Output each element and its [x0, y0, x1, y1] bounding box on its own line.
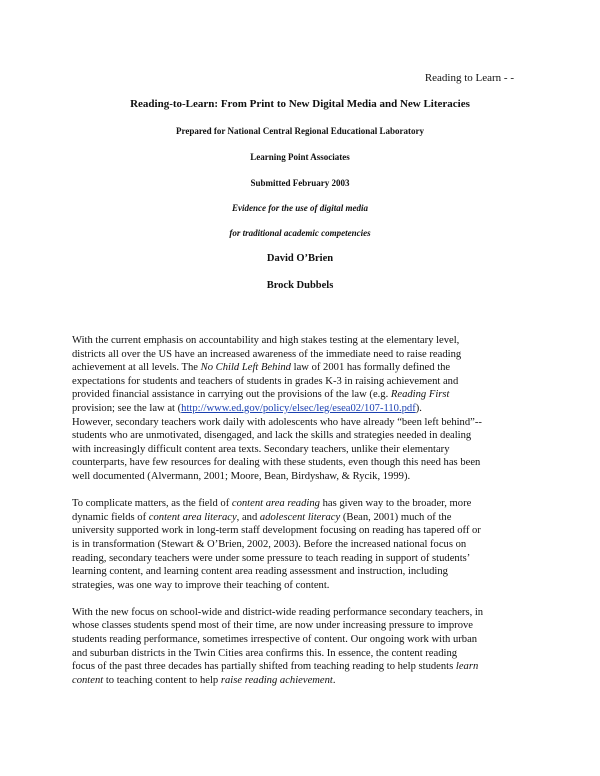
author-1: David O’Brien — [266, 253, 334, 264]
text-line: learning content, and learning content area reading assessment and instruction, including — [72, 566, 448, 578]
emphasis: raise reading achievement — [220, 674, 333, 686]
author-2: Brock Dubbels — [266, 280, 334, 291]
law-url-link[interactable]: http://www.ed.gov/policy/elsec/leg/esea02/107-110.pdf — [181, 402, 416, 414]
text-line: university supported work in long-term staff development focusing on reading has tapered off or — [72, 525, 481, 537]
text-line: expectations for students and teachers of students in grades K-3 in raising achievement and — [72, 375, 459, 387]
text-line: students who are unmotivated, disengaged, and lack the skills and strategies needed in dealing — [72, 430, 472, 442]
text-line: achievement at all levels. The No Child Left Behind law of 2001 has formally defined the — [72, 362, 451, 374]
text-line: provision; see the law at (http://www.ed.gov/policy/elsec/leg/esea02/107-110.pdf). — [72, 402, 422, 414]
subtitle-line-1: Evidence for the use of digital media — [232, 203, 368, 213]
text-line: districts all over the US have an increased awareness of the immediate need to raise reading — [72, 348, 462, 360]
text-line: content to teaching content to help raise reading achievement. — [72, 674, 336, 686]
submitted-line: Submitted February 2003 — [250, 178, 350, 188]
organization-line: Learning Point Associates — [250, 152, 350, 162]
paragraph-2 — [72, 497, 530, 592]
text-line: with increasingly difficult content area texts. Secondary teachers, unlike their elementary — [72, 443, 450, 455]
paragraph-3 — [72, 606, 530, 688]
running-header: Reading to Learn - - — [424, 72, 514, 84]
text-line: strategies, was one way to improve their teaching of content. — [72, 579, 330, 591]
text-line: With the current emphasis on accountability and high stakes testing at the elementary level, — [72, 335, 460, 346]
law-name-emphasis: No Child Left Behind — [200, 362, 291, 374]
emphasis: adolescent literacy — [259, 511, 341, 523]
paragraph-1 — [72, 334, 530, 484]
text-line: provided financial assistance in carrying out the provisions of the law (e.g. Reading First — [72, 389, 450, 401]
emphasis: content — [72, 674, 104, 686]
text-line: With the new focus on school-wide and district-wide reading performance secondary teachers, in — [72, 606, 484, 618]
emphasis: content area reading — [231, 498, 320, 510]
text-line: However, secondary teachers work daily with adolescents who have already “been left behind”-- — [72, 416, 482, 428]
text-line: reading, secondary teachers were under some pressure to teach reading in support of students’ — [72, 552, 471, 564]
prepared-for-line: Prepared for National Central Regional Educational Laboratory — [176, 126, 424, 136]
emphasis: learn — [455, 661, 479, 673]
subtitle-line-2: for traditional academic competencies — [229, 228, 371, 238]
text-line: To complicate matters, as the field of content area reading has given way to the broader, more — [72, 498, 472, 510]
text-line: counterparts, have few resources for dealing with these students, even though this need has been — [72, 457, 481, 469]
text-line: students reading performance, sometimes irrespective of content. Our ongoing work with urban — [72, 634, 478, 646]
program-name-emphasis: Reading First — [390, 389, 450, 401]
text-line: is in transformation (Stewart & O’Brien, 2002, 2003). Before the increased national focus on — [72, 538, 467, 550]
text-line: and suburban districts in the Twin Cities area confirms this. In essence, the content reading — [72, 647, 458, 659]
text-line: whose classes students spend most of their time, are now under increasing pressure to improve — [72, 620, 473, 632]
text-line: focus of the past three decades has partially shifted from teaching reading to help students learn — [72, 661, 479, 673]
document-title: Reading-to-Learn: From Print to New Digital Media and New Literacies — [130, 98, 470, 110]
text-line: well documented (Alvermann, 2001; Moore, Bean, Birdyshaw, & Rycik, 1999). — [72, 470, 411, 482]
text-line: dynamic fields of content area literacy, and adolescent literacy (Bean, 2001) much of the — [72, 511, 452, 523]
body-text — [72, 334, 530, 701]
emphasis: content area literacy — [148, 511, 237, 523]
